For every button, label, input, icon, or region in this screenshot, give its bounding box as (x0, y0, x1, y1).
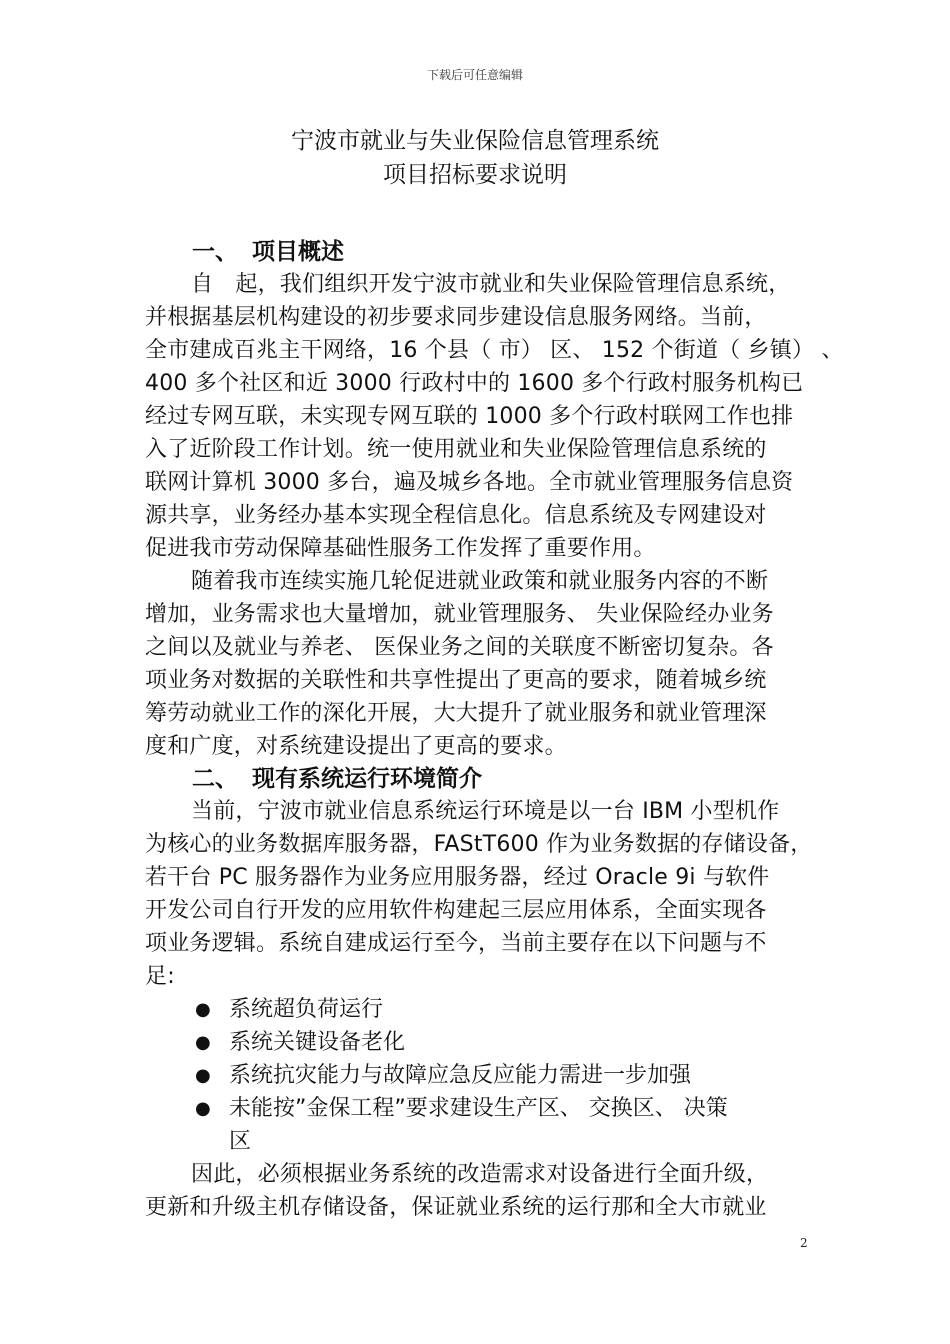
list-item-text: 未能按”金保工程”要求建设生产区、 交换区、 决策 (229, 1096, 728, 1121)
text-line: 入了近阶段工作计划。统一使用就业和失业保险管理信息系统的 (145, 437, 767, 462)
list-item (145, 1092, 815, 1158)
text-line: 开发公司自行开发的应用软件构建起三层应用体系，全面实现各 (145, 898, 767, 923)
document-subtitle: 项目招标要求说明 (383, 162, 567, 188)
text-line: 为核心的业务数据库服务器，FAStT600 作为业务数据的存储设备， (145, 832, 813, 857)
list-item (145, 1059, 815, 1092)
text-line: 因此，必须根据业务系统的改造需求对设备进行全面升级， (191, 1162, 769, 1187)
list-item-text-continued: 区 (229, 1129, 252, 1154)
text-line: 度和广度，对系统建设提出了更高的要求。 (145, 734, 567, 759)
list-item-text: 系统超负荷运行 (229, 997, 384, 1022)
text-line: 筹劳动就业工作的深化开展，大大提升了就业服务和就业管理深 (145, 701, 767, 726)
page-number: 2 (800, 1236, 808, 1250)
text-line: 经过专网互联，未实现专网互联的 1000 多个行政村联网工作也排 (145, 404, 794, 429)
bullet-dot-icon: ● (195, 1098, 211, 1119)
issue-list (145, 993, 815, 1158)
list-item (145, 993, 815, 1026)
bullet-dot-icon: ● (195, 999, 211, 1020)
section-heading-1 (145, 236, 815, 268)
text-line: 增加，业务需求也大量增加，就业管理服务、 失业保险经办业务 (145, 602, 774, 627)
document-body (145, 236, 844, 1224)
text-line: 全市建成百兆主干网络，16 个县（ 市） 区、 152 个街道（ 乡镇） 、 (145, 338, 844, 363)
section-title-2: 现有系统运行环境简介 (252, 766, 482, 792)
text-line: 随着我市连续实施几轮促进就业政策和就业服务内容的不断 (191, 569, 769, 594)
section-title-1: 项目概述 (252, 239, 344, 265)
text-line: 自 起，我们组织开发宁波市就业和失业保险管理信息系统， (191, 272, 791, 297)
text-line: 足: (145, 964, 175, 989)
text-line: 当前，宁波市就业信息系统运行环境是以一台 IBM 小型机作 (191, 799, 780, 824)
text-line: 若干台 PC 服务器作为业务应用服务器，经过 Oracle 9i 与软件 (145, 865, 770, 890)
text-line: 项业务逻辑。系统自建成运行至今，当前主要存在以下问题与不 (145, 931, 767, 956)
bullet-dot-icon: ● (195, 1065, 211, 1086)
document-title: 宁波市就业与失业保险信息管理系统 (291, 128, 659, 154)
text-line: 之间以及就业与养老、 医保业务之间的关联度不断密切复杂。各 (145, 635, 774, 660)
paragraph-overview-2 (145, 565, 815, 763)
paragraph-environment-2 (145, 1158, 815, 1224)
text-line: 联网计算机 3000 多台，遍及城乡各地。全市就业管理服务信息资 (145, 470, 794, 495)
section-number-1: 一、 (192, 239, 238, 265)
list-item-text: 系统抗灾能力与故障应急反应能力需进一步加强 (229, 1063, 692, 1088)
text-line: 更新和升级主机存储设备，保证就业系统的运行那和全大市就业 (145, 1195, 767, 1220)
text-line: 项业务对数据的关联性和共享性提出了更高的要求，随着城乡统 (145, 668, 767, 693)
paragraph-environment-1 (145, 795, 815, 993)
header-note: 下载后可任意编辑 (426, 68, 523, 82)
paragraph-overview-1 (145, 268, 844, 565)
text-line: 并根据基层机构建设的初步要求同步建设信息服务网络。当前， (145, 305, 767, 330)
section-number-2: 二、 (192, 766, 238, 792)
list-item (145, 1026, 815, 1059)
text-line: 源共享，业务经办基本实现全程信息化。信息系统及专网建设对 (145, 503, 767, 528)
text-line: 400 多个社区和近 3000 行政村中的 1600 多个行政村服务机构已 (145, 371, 804, 396)
bullet-dot-icon: ● (195, 1032, 211, 1053)
list-item-text: 系统关键设备老化 (229, 1030, 406, 1055)
section-heading-2 (145, 763, 815, 795)
text-line: 促进我市劳动保障基础性服务工作发挥了重要作用。 (145, 536, 656, 561)
